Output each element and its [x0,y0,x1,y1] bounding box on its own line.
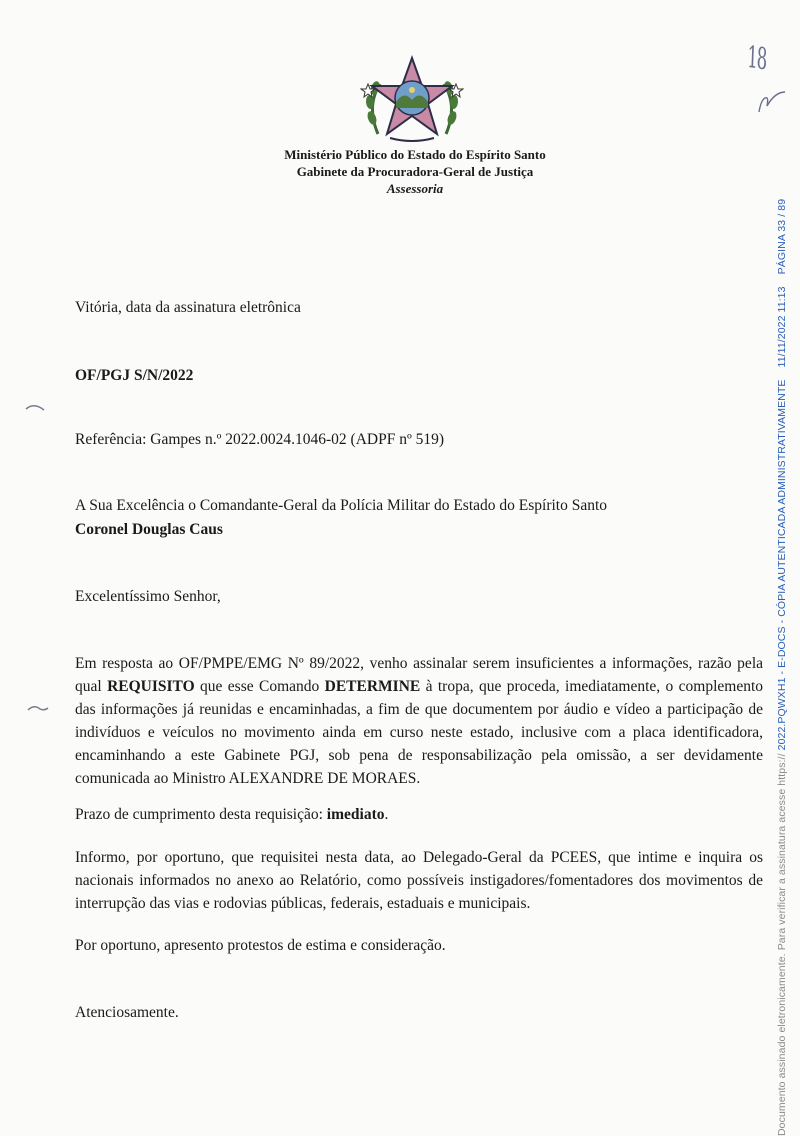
p1-bold-requisito: REQUISITO [107,678,195,695]
handwritten-page-number: 18 [746,40,767,78]
letterhead-institution: Ministério Público do Estado do Espírito Santo [284,147,546,162]
addressee-name: Coronel Douglas Caus [75,521,223,538]
deadline-line [75,803,388,827]
letterhead-office: Gabinete da Procuradora-Geral de Justiça [296,164,534,179]
regards-line: Por oportuno, apresento protestos de estima e consideração. [75,937,446,954]
body-paragraph-request [75,652,763,790]
office-number: OF/PGJ S/N/2022 [75,367,194,384]
p1-text: que esse Comando [194,678,325,695]
state-coat-of-arms [360,54,464,144]
pen-tick-mark [26,702,50,716]
salutation: Excelentíssimo Senhor, [75,588,221,605]
p1-bold-determine: DETERMINE [324,678,421,695]
p1-text: à tropa, que proceda, imediatamente, o complemento das informações já reunidas e encaminhadas, a fim de que documentem por áudio e vídeo a participação de indivíduos e veículos no movimento ainda em curso neste estado, inclusive com a placa identificadora, encaminhando a este Gabinete PGJ, sob pena de responsabilização pela omissão, a ser devidamente comunicada ao Ministro ALEXANDRE DE MORAES. [75,678,763,787]
authentication-stamp [776,199,788,1136]
addressee-title: A Sua Excelência o Comandante-Geral da Polícia Militar do Estado do Espírito Santo [75,497,608,514]
deadline-value: imediato [326,806,385,823]
letterhead [200,146,630,197]
closing: Atenciosamente. [75,1004,179,1021]
body-paragraph-inform: Informo, por oportuno, que requisitei nesta data, ao Delegado-Geral da PCEES, que intime e inquira os nacionais informados no anexo ao Relatório, como possíveis instigadores/fomentadores dos movimentos de interrupção das vias e rodovias públicas, federais, estaduais e municipais. [75,849,763,912]
place-and-date: Vitória, data da assinatura eletrônica [75,299,301,316]
deadline-period: . [384,806,389,823]
pen-tick-mark [24,400,48,414]
stamp-page: PÁGINA 33 / 89 [776,198,788,275]
stamp-code: 2022.PQWXH1 - E-DOCS - CÓPIA AUTENTICADA ADMINISTRATIVAMENTE [776,379,788,751]
p1-text: Em resposta ao OF/PMPE/EMG Nº 89/2022, venho assinalar serem insuficientes a informações, razão pela qual [75,655,763,695]
stamp-prefix: Documento assinado eletronicamente. Para verificar a assinatura acesse https:// [776,753,788,1136]
reference-line: Referência: Gampes n.º 2022.0024.1046-02 (ADPF nº 519) [75,431,445,448]
letterhead-department: Assessoria [386,181,444,196]
deadline-label: Prazo de cumprimento desta requisição: [75,806,327,823]
stamp-datetime: 11/11/2022 11:13 [776,286,788,368]
handwritten-initial [755,86,789,116]
